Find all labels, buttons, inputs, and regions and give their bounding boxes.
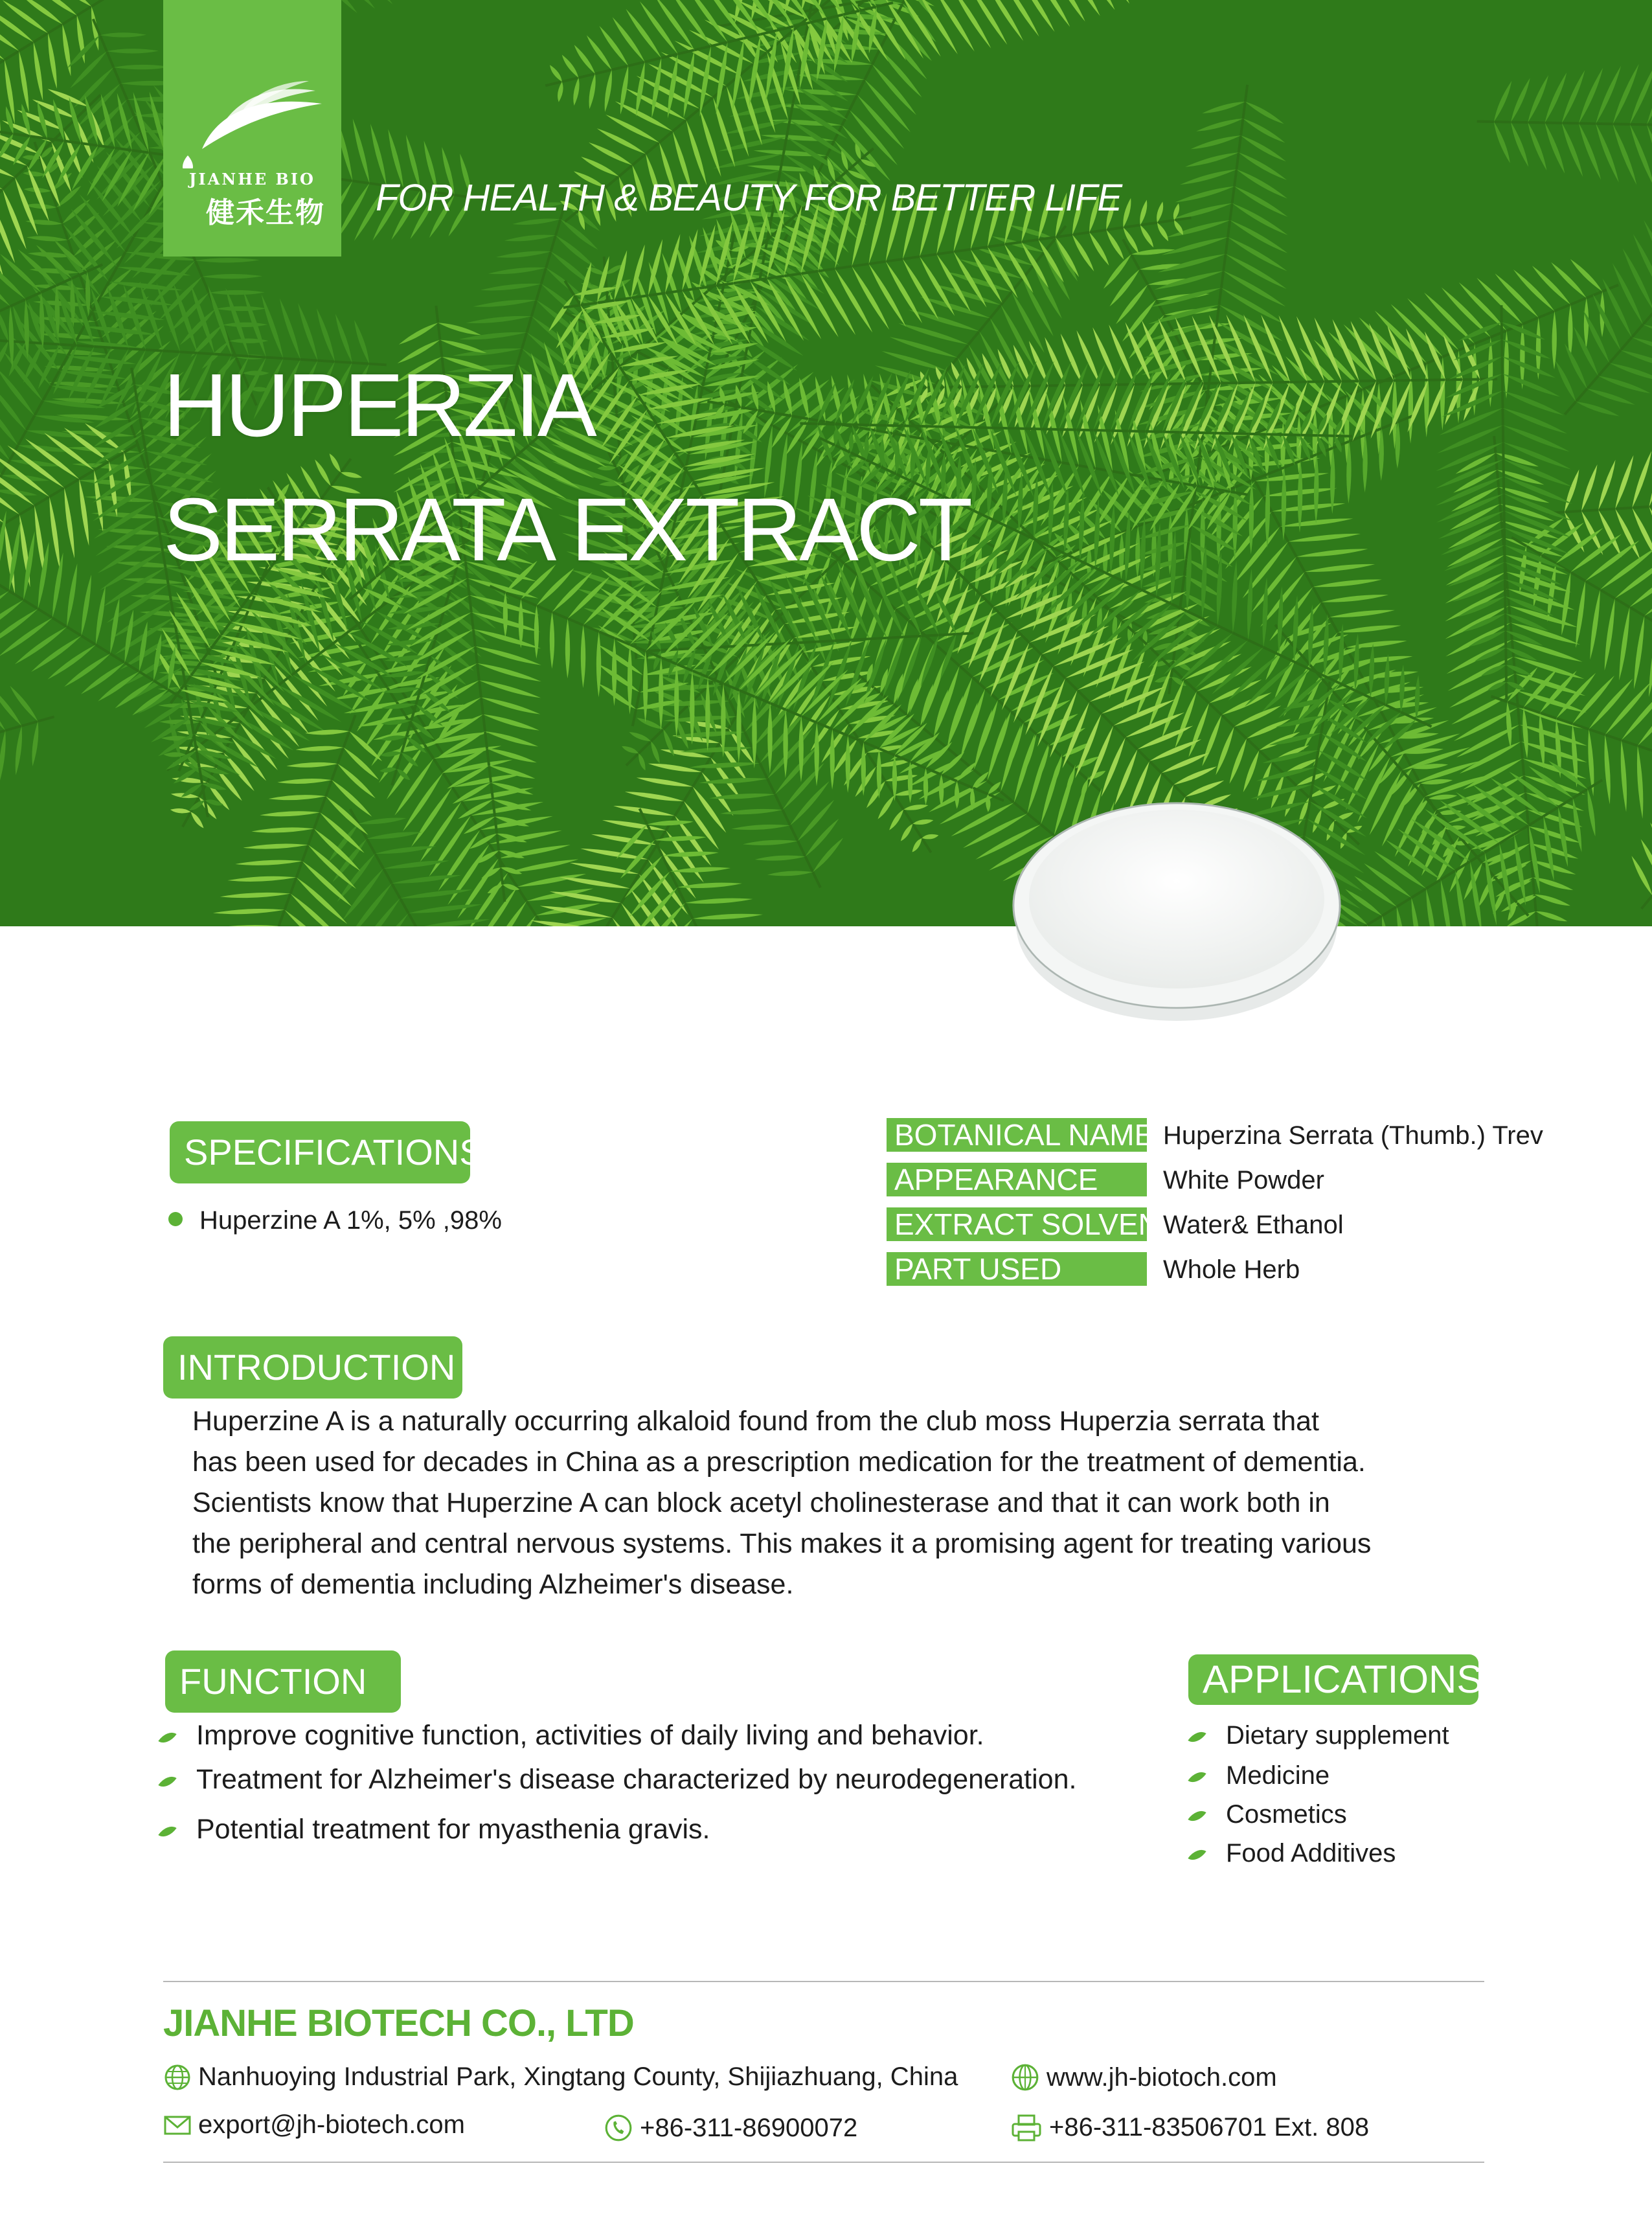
application-text: Medicine <box>1226 1761 1330 1790</box>
tagline: FOR HEALTH & BEAUTY FOR BETTER LIFE <box>376 177 1122 219</box>
applications-heading: APPLICATIONS <box>1188 1654 1478 1705</box>
leaf-bullet-icon <box>158 1822 176 1841</box>
property-value: Whole Herb <box>1163 1255 1300 1284</box>
fax-icon <box>1010 2114 1043 2142</box>
property-value: Huperzina Serrata (Thumb.) Trev <box>1163 1121 1543 1150</box>
company-logo <box>163 0 341 257</box>
phone-contact[interactable] <box>604 2113 857 2143</box>
property-label: APPEARANCE <box>887 1163 1147 1196</box>
leaf-bullet-icon <box>158 1728 176 1747</box>
footer-divider-top <box>163 1981 1484 1982</box>
fax-contact[interactable] <box>1010 2113 1369 2142</box>
company-name: JIANHE BIOTECH CO., LTD <box>163 2002 634 2044</box>
introduction-line: has been used for decades in China as a prescription medication for the treatment of dementia. <box>192 1446 1366 1478</box>
introduction-heading: INTRODUCTION <box>163 1336 462 1399</box>
property-label: PART USED <box>887 1252 1147 1286</box>
web-icon <box>1010 2062 1040 2092</box>
application-text: Dietary supplement <box>1226 1721 1449 1750</box>
function-item <box>162 1814 710 1845</box>
function-item <box>162 1764 1076 1796</box>
introduction-line: forms of dementia including Alzheimer's disease. <box>192 1569 794 1600</box>
property-value: White Powder <box>1163 1166 1324 1194</box>
address-text: Nanhuoying Industrial Park, Xingtang County, Shijiazhuang, China <box>198 2062 958 2091</box>
address-contact <box>163 2062 958 2092</box>
function-item <box>162 1720 984 1752</box>
introduction-text <box>192 1401 1604 1605</box>
application-text: Cosmetics <box>1226 1800 1347 1829</box>
application-item <box>1192 1839 1396 1868</box>
hero-banner <box>0 0 1652 926</box>
footer-divider-bottom <box>163 2162 1484 2163</box>
property-value: Water& Ethanol <box>1163 1211 1344 1239</box>
logo-chinese-text: 健禾生物 <box>206 196 325 229</box>
application-item <box>1192 1721 1449 1750</box>
introduction-line: the peripheral and central nervous systems. This makes it a promising agent for treating various <box>192 1528 1372 1559</box>
title-line-1: HUPERZIA <box>163 356 594 455</box>
function-heading: FUNCTION <box>165 1650 401 1713</box>
title-line-2: SERRATA EXTRACT <box>163 480 971 580</box>
email-contact[interactable] <box>163 2110 465 2140</box>
leaf-bullet-icon <box>1188 1767 1206 1787</box>
website-link[interactable]: www.jh-biotoch.com <box>1047 2062 1277 2092</box>
leaf-bullet-icon <box>1188 1806 1206 1825</box>
function-text: Improve cognitive function, activities of daily living and behavior. <box>196 1720 984 1751</box>
specifications-heading: SPECIFICATIONS <box>170 1121 470 1183</box>
website-contact[interactable] <box>1010 2062 1277 2092</box>
application-text: Food Additives <box>1226 1839 1396 1867</box>
leaf-bullet-icon <box>1188 1727 1206 1746</box>
bullet-dot-icon <box>168 1212 183 1226</box>
specification-text: Huperzine A 1%, 5% ,98% <box>199 1206 502 1235</box>
application-item <box>1192 1761 1330 1790</box>
function-text: Potential treatment for myasthenia gravis. <box>196 1814 710 1845</box>
leaf-logo-icon <box>163 0 341 168</box>
mail-icon <box>163 2114 192 2136</box>
phone-icon <box>604 2113 633 2143</box>
email-link[interactable]: export@jh-biotech.com <box>198 2110 465 2139</box>
powder-dish-image <box>1007 776 1344 1029</box>
introduction-line: Scientists know that Huperzine A can block acetyl cholinesterase and that it can work both in <box>192 1487 1330 1518</box>
function-text: Treatment for Alzheimer's disease characterized by neurodegeneration. <box>196 1764 1077 1795</box>
property-label: EXTRACT SOLVENT <box>887 1207 1147 1241</box>
globe-icon <box>163 2063 192 2092</box>
property-label: BOTANICAL NAME <box>887 1118 1147 1152</box>
leaf-bullet-icon <box>1188 1845 1206 1864</box>
specification-item <box>168 1206 502 1235</box>
product-title <box>163 343 970 592</box>
logo-english-text: JIANHE BIO <box>189 170 315 188</box>
leaf-bullet-icon <box>158 1772 176 1791</box>
phone-number[interactable]: +86-311-86900072 <box>640 2113 858 2142</box>
introduction-line: Huperzine A is a naturally occurring alkaloid found from the club moss Huperzia serrata that <box>192 1406 1319 1437</box>
application-item <box>1192 1800 1347 1829</box>
fax-number[interactable]: +86-311-83506701 Ext. 808 <box>1049 2113 1370 2141</box>
